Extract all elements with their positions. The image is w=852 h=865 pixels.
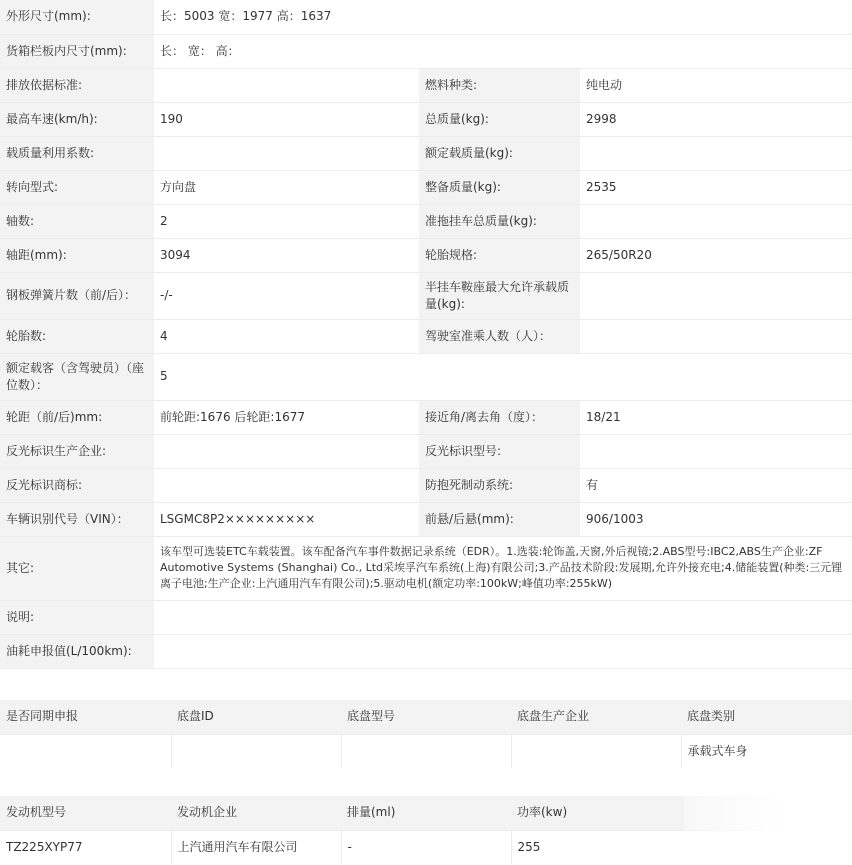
spec-row xyxy=(0,170,852,204)
reflector-maker-label: 反光标识生产企业: xyxy=(0,434,154,468)
abs-value: 有 xyxy=(580,468,852,502)
curb-mass-value: 2535 xyxy=(580,170,852,204)
spec-row xyxy=(0,238,852,272)
cargo-size-label: 货箱栏板内尺寸(mm): xyxy=(0,34,154,68)
cargo-size-value: 长： 宽： 高： xyxy=(154,34,852,68)
curb-mass-label: 整备质量(kg): xyxy=(419,170,580,204)
spec-row xyxy=(0,319,852,353)
saddle-load-value xyxy=(580,272,852,319)
engine-header-cell: 发动机企业 xyxy=(171,796,341,830)
engine-cell: 255 xyxy=(511,830,681,864)
tires-value: 4 xyxy=(154,319,419,353)
cab-seats-label: 驾驶室准乘人数（人）： xyxy=(419,319,580,353)
emission-label: 排放依据标准: xyxy=(0,68,154,102)
emission-value xyxy=(154,68,419,102)
tires-label: 轮胎数: xyxy=(0,319,154,353)
load-factor-label: 载质量利用系数: xyxy=(0,136,154,170)
trailer-mass-label: 准拖挂车总质量(kg): xyxy=(419,204,580,238)
reflector-brand-label: 反光标识商标: xyxy=(0,468,154,502)
reflector-maker-value xyxy=(154,434,419,468)
chassis-header-cell: 底盘类别 xyxy=(681,700,852,734)
notes-label: 说明: xyxy=(0,600,154,634)
engine-header-cell: 排量(ml) xyxy=(341,796,511,830)
wheelbase-value: 3094 xyxy=(154,238,419,272)
tire-spec-value: 265/50R20 xyxy=(580,238,852,272)
chassis-header-cell: 底盘ID xyxy=(171,700,341,734)
tire-spec-label: 轮胎规格: xyxy=(419,238,580,272)
wheelbase-label: 轴距(mm): xyxy=(0,238,154,272)
cab-seats-value xyxy=(580,319,852,353)
abs-label: 防抱死制动系统: xyxy=(419,468,580,502)
fuel-value: 纯电动 xyxy=(580,68,852,102)
steering-label: 转向型式: xyxy=(0,170,154,204)
max-speed-label: 最高车速(km/h): xyxy=(0,102,154,136)
fuel-report-label: 油耗申报值(L/100km): xyxy=(0,634,154,668)
other-value: 该车型可选装ETC车载装置。该车配备汽车事件数据记录系统（EDR）。1.选装:轮饰盖,天窗,外后视镜;2.ABS型号:IBC2,ABS生产企业:ZF Automotive Systems (Shanghai) Co., Ltd采埃孚汽车系统(上海)有限公司;3.产品技术阶段:发展期,允许外接充电;4.储能装置(种类:三元锂离子电池;生产企业:上汽通用汽车有限公司);5.驱动电机(额定功率:100kW;峰值功率:255kW) xyxy=(154,536,852,600)
approach-value: 18/21 xyxy=(580,400,852,434)
overhang-value: 906/1003 xyxy=(580,502,852,536)
reflector-model-value xyxy=(580,434,852,468)
spec-row xyxy=(0,102,852,136)
chassis-cell xyxy=(511,734,681,768)
spec-row xyxy=(0,68,852,102)
chassis-data-row xyxy=(0,734,852,768)
vin-label: 车辆识别代号（VIN）： xyxy=(0,502,154,536)
reflector-model-label: 反光标识型号: xyxy=(419,434,580,468)
passengers-label: 额定载客（含驾驶员）（座位数）： xyxy=(0,353,154,400)
steering-value: 方向盘 xyxy=(154,170,419,204)
spec-row xyxy=(0,434,852,468)
chassis-cell xyxy=(341,734,511,768)
leaf-springs-label: 钢板弹簧片数（前/后）： xyxy=(0,272,154,319)
chassis-cell xyxy=(171,734,341,768)
total-mass-label: 总质量(kg): xyxy=(419,102,580,136)
chassis-header-cell: 底盘生产企业 xyxy=(511,700,681,734)
overhang-label: 前悬/后悬(mm): xyxy=(419,502,580,536)
leaf-springs-value: -/- xyxy=(154,272,419,319)
rated-load-value xyxy=(580,136,852,170)
chassis-cell xyxy=(0,734,171,768)
engine-cell: 上汽通用汽车有限公司 xyxy=(171,830,341,864)
bottom-right-fade xyxy=(684,796,852,865)
spec-row xyxy=(0,468,852,502)
spec-row xyxy=(0,0,852,34)
outer-size-label: 外形尺寸(mm): xyxy=(0,0,154,34)
spec-row xyxy=(0,204,852,238)
engine-header-cell: 功率(kw) xyxy=(511,796,681,830)
chassis-table xyxy=(0,700,852,768)
engine-header-cell: 发动机型号 xyxy=(0,796,171,830)
chassis-header-cell: 是否同期申报 xyxy=(0,700,171,734)
outer-size-value: 长：5003 宽：1977 高：1637 xyxy=(154,0,852,34)
notes-value xyxy=(154,600,852,634)
chassis-header-cell: 底盘型号 xyxy=(341,700,511,734)
load-factor-value xyxy=(154,136,419,170)
spec-row xyxy=(0,272,852,319)
fuel-report-value xyxy=(154,634,852,668)
other-label: 其它: xyxy=(0,536,154,600)
track-label: 轮距（前/后)mm: xyxy=(0,400,154,434)
spec-row xyxy=(0,536,852,600)
approach-label: 接近角/离去角（度）： xyxy=(419,400,580,434)
spec-row xyxy=(0,634,852,668)
saddle-load-label: 半挂车鞍座最大允许承载质量(kg): xyxy=(419,272,580,319)
spec-row xyxy=(0,600,852,634)
reflector-brand-value xyxy=(154,468,419,502)
engine-cell: TZ225XYP77 xyxy=(0,830,171,864)
fuel-label: 燃料种类: xyxy=(419,68,580,102)
track-value: 前轮距:1676 后轮距:1677 xyxy=(154,400,419,434)
chassis-cell: 承载式车身 xyxy=(681,734,852,768)
spec-row xyxy=(0,353,852,400)
engine-cell: - xyxy=(341,830,511,864)
rated-load-label: 额定载质量(kg): xyxy=(419,136,580,170)
passengers-value: 5 xyxy=(154,353,852,400)
spec-row xyxy=(0,34,852,68)
spec-row xyxy=(0,502,852,536)
total-mass-value: 2998 xyxy=(580,102,852,136)
trailer-mass-value xyxy=(580,204,852,238)
axles-value: 2 xyxy=(154,204,419,238)
max-speed-value: 190 xyxy=(154,102,419,136)
axles-label: 轴数: xyxy=(0,204,154,238)
spec-row xyxy=(0,400,852,434)
chassis-header-row xyxy=(0,700,852,734)
spec-row xyxy=(0,136,852,170)
vin-value: LSGMC8P2××××××××× xyxy=(154,502,419,536)
